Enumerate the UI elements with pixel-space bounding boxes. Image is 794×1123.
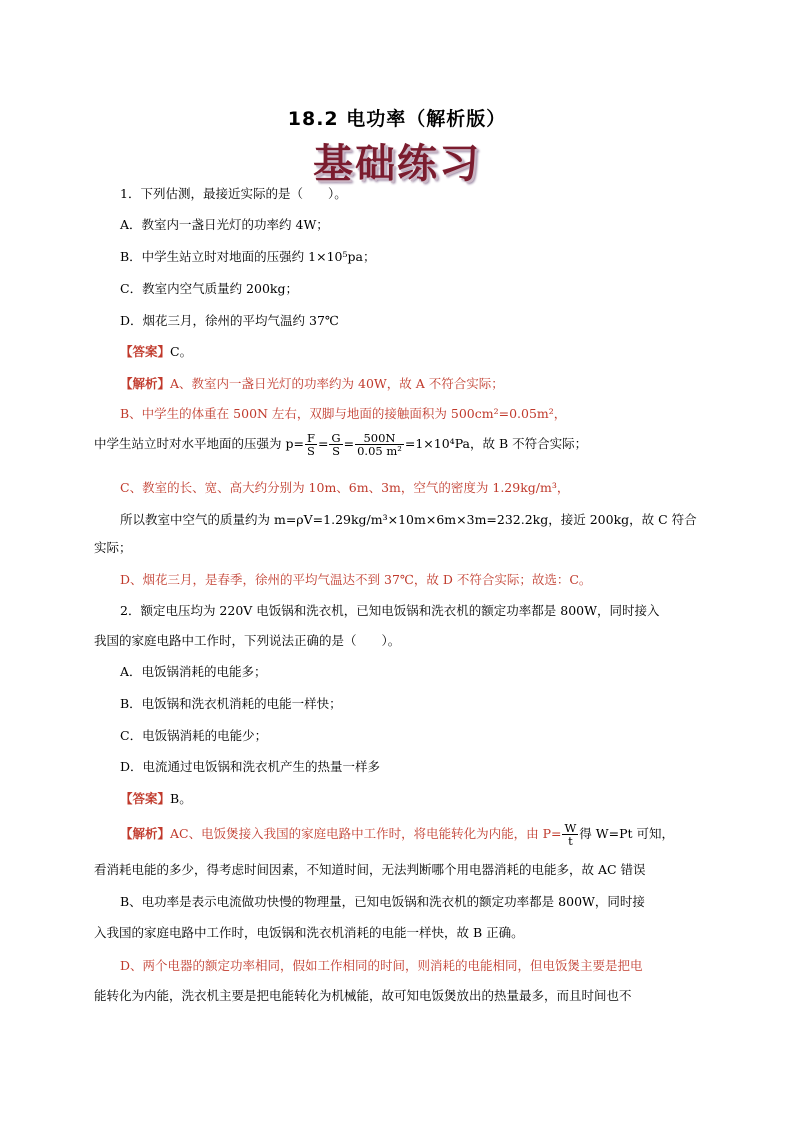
q2-answer bbox=[0, 791, 794, 807]
q2-stem-2: 我国的家庭电路中工作时，下列说法正确的是（ ）。 bbox=[94, 633, 401, 648]
q2-option-b: B．电饭锅和洗衣机消耗的电能一样快； bbox=[120, 696, 342, 711]
analysis-label: 【解析】 bbox=[120, 376, 171, 391]
q1-analysis-5: 所以教室中空气的质量约为 m=ρV=1.29kg/m³×10m×6m×3m=232.2kg，接近 200kg，故 C 符合 bbox=[120, 512, 697, 527]
pressure-text: 中学生站立时对水平地面的压强为 p= bbox=[94, 436, 304, 451]
q2-analysis-6: 能转化为内能，洗衣机主要是把电能转化为机械能，故可知电饭煲放出的热量最多，而且时间也不 bbox=[94, 988, 632, 1003]
q1-analysis-2: B、中学生的体重在 500N 左右，双脚与地面的接触面积为 500cm²=0.05m²， bbox=[120, 406, 567, 421]
analysis-text: AC、电饭煲接入我国的家庭电路中工作时，将电能转化为内能，由 P= bbox=[170, 826, 562, 841]
answer-value: C。 bbox=[170, 344, 193, 359]
q1-option-d: D．烟花三月，徐州的平均气温约 37℃ bbox=[120, 313, 339, 328]
fraction-500n-over-area: $\frac{500N}{\text{0.05 m²}}$ bbox=[357, 431, 402, 458]
q2-analysis-4: 入我国的家庭电路中工作时，电饭锅和洗衣机消耗的电能一样快，故 B 正确。 bbox=[94, 925, 524, 940]
q2-option-d: D．电流通过电饭锅和洗衣机产生的热量一样多 bbox=[120, 759, 381, 774]
q2-analysis-1 bbox=[0, 822, 794, 847]
q1-analysis-3: 中学生站立时对水平地面的压强为 p= $\frac{F}{S}$ = $\frac{G}{S}$ = $\frac{500N}{\text{0.05 m²}}$ =1×10⁴Pa，故 B 不符合实际； bbox=[94, 431, 588, 458]
section-banner: 基础练习 bbox=[313, 141, 481, 187]
q1-option-c: C．教室内空气质量约 200kg； bbox=[120, 281, 298, 296]
answer-label: 【答案】 bbox=[120, 344, 171, 359]
q1-analysis-6: 实际； bbox=[94, 540, 132, 555]
q1-answer bbox=[0, 344, 794, 360]
q1-analysis-7: D、烟花三月，是春季，徐州的平均气温达不到 37℃，故 D 不符合实际；故选：C。 bbox=[120, 572, 592, 587]
q1-analysis-4: C、教室的长、宽、高大约分别为 10m、6m、3m，空气的密度为 1.29kg/m³， bbox=[120, 480, 570, 495]
q2-option-c: C．电饭锅消耗的电能少； bbox=[120, 728, 268, 743]
q2-stem-1: 2．额定电压均为 220V 电饭锅和洗衣机，已知电饭锅和洗衣机的额定功率都是 800W，同时接入 bbox=[120, 603, 660, 618]
analysis-text: A、教室内一盏日光灯的功率约为 40W，故 A 不符合实际； bbox=[170, 376, 504, 391]
q1-option-b: B．中学生站立时对地面的压强约 1×10⁵pa； bbox=[120, 249, 376, 264]
q2-analysis-2: 看消耗电能的多少，得考虑时间因素，不知道时间，无法判断哪个用电器消耗的电能多，故 AC 错误 bbox=[94, 862, 646, 877]
analysis-label: 【解析】 bbox=[120, 826, 171, 841]
page-title: 18.2 电功率（解析版） bbox=[287, 108, 507, 130]
q1-analysis-1 bbox=[0, 376, 794, 392]
fraction-w-over-t: $\frac{W}{t}$ bbox=[564, 821, 577, 848]
answer-value: B。 bbox=[170, 791, 192, 806]
q2-option-a: A．电饭锅消耗的电能多； bbox=[120, 664, 267, 679]
q2-analysis-5: D、两个电器的额定功率相同，假如工作相同的时间，则消耗的电能相同，但电饭煲主要是把电 bbox=[120, 958, 643, 973]
q1-stem: 1．下列估测，最接近实际的是（ ）。 bbox=[120, 186, 347, 201]
q2-analysis-3: B、电功率是表示电流做功快慢的物理量，已知电饭锅和洗衣机的额定功率都是 800W，同时接 bbox=[120, 894, 645, 909]
fraction-f-over-s: $\frac{F}{S}$ bbox=[306, 431, 315, 458]
q1-option-a: A．教室内一盏日光灯的功率约 4W； bbox=[120, 217, 329, 232]
analysis-text-cont: 得 W=Pt 可知， bbox=[579, 826, 674, 841]
answer-label: 【答案】 bbox=[120, 791, 171, 806]
pressure-result: =1×10⁴Pa，故 B 不符合实际； bbox=[404, 436, 588, 451]
fraction-g-over-s: $\frac{G}{S}$ bbox=[331, 431, 341, 458]
